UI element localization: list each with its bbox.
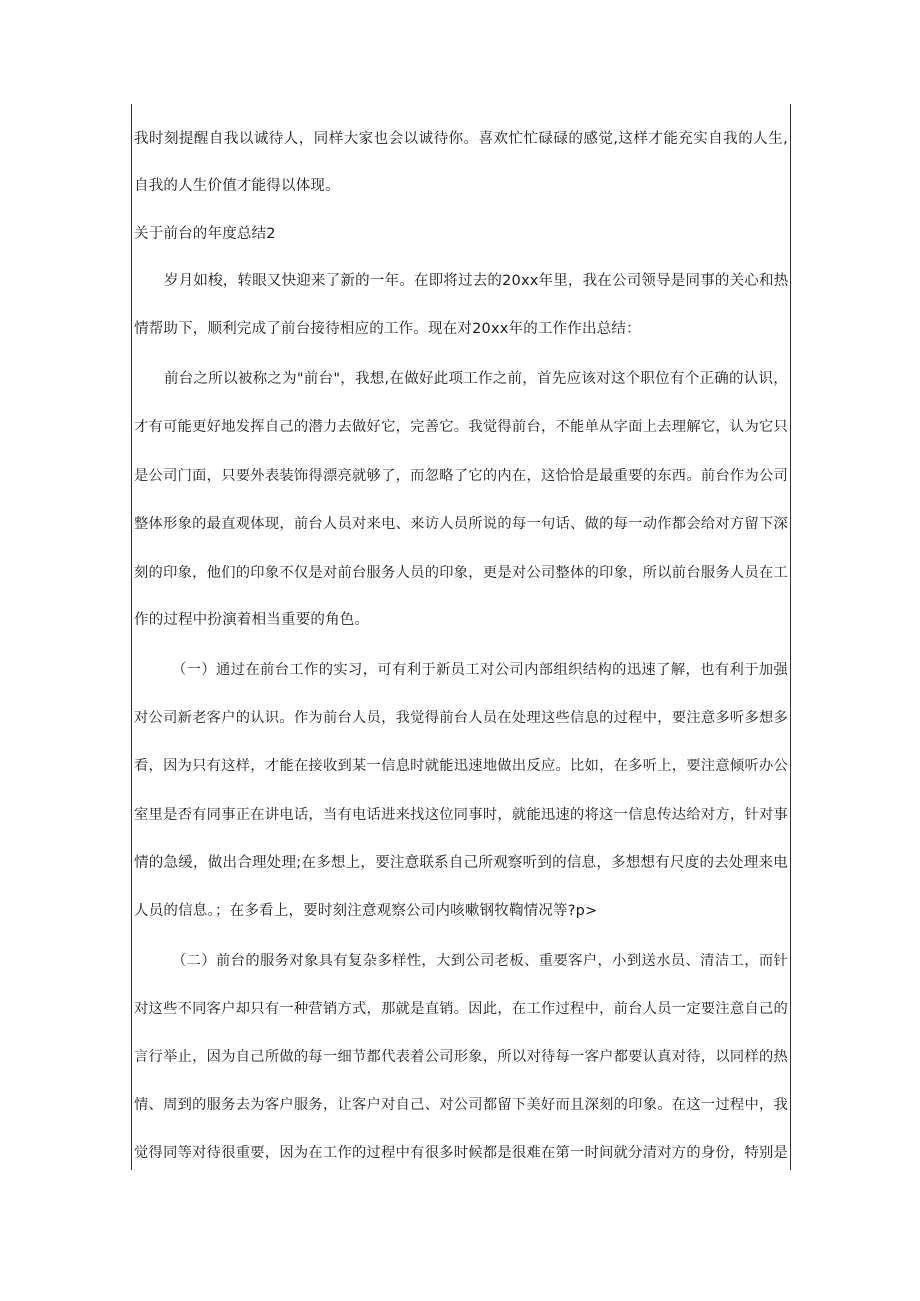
section-heading: 关于前台的年度总结2 — [134, 226, 276, 242]
paragraph-line: 才有可能更好地发挥自己的潜力去做好它，完善它。我觉得前台，不能单从字面上去理解它，认为它只 — [134, 419, 788, 435]
document-body — [134, 104, 788, 1170]
paragraph-line: 是公司门面，只要外表装饰得漂亮就够了，而忽略了它的内在，这恰恰是最重要的东西。前台作为公司 — [134, 468, 788, 484]
paragraph-line: 刻的印象，他们的印象不仅是对前台服务人员的印象，更是对公司整体的印象，所以前台服务人员在工 — [134, 565, 788, 581]
paragraph-line: 情帮助下，顺利完成了前台接待相应的工作。现在对20xx年的工作作出总结： — [134, 321, 641, 337]
paragraph-line: 觉得同等对待很重要，因为在工作的过程中有很多时候都是很难在第一时间就分清对方的身份，特别是 — [134, 1145, 788, 1161]
paragraph-line: （二）前台的服务对象具有复杂多样性，大到公司老板、重要客户，小到送水员、清洁工，而针 — [172, 953, 788, 969]
paragraph-line: 看，因为只有这样，才能在接收到某一信息时就能迅速地做出反应。比如，在多听上，要注意倾听办公 — [134, 758, 788, 774]
paragraph-line: 岁月如梭，转眼又快迎来了新的一年。在即将过去的20xx年里，我在公司领导是同事的关心和热 — [164, 273, 788, 289]
paragraph-line: 自我的人生价值才能得以体现。 — [134, 178, 340, 194]
paragraph-line: 对这些不同客户却只有一种营销方式，那就是直销。因此，在工作过程中，前台人员一定要注意自己的 — [134, 1001, 788, 1017]
paragraph-line: 言行举止，因为自己所做的每一细节都代表着公司形象，所以对待每一客户都要认真对待，以同样的热 — [134, 1049, 788, 1065]
paragraph-line: 作的过程中扮演着相当重要的角色。 — [134, 612, 370, 628]
paragraph-line: 室里是否有同事正在讲电话，当有电话进来找这位同事时，就能迅速的将这一信息传达给对方，针对事 — [134, 807, 788, 823]
paragraph-line: 情、周到的服务去为客户服务，让客户对自己、对公司都留下美好而且深刻的印象。在这一过程中，我 — [134, 1097, 788, 1113]
paragraph-line: 前台之所以被称之为"前台"，我想,在做好此项工作之前，首先应该对这个职位有个正确的认识， — [164, 371, 788, 387]
paragraph-line: 对公司新老客户的认识。作为前台人员，我觉得前台人员在处理这些信息的过程中，要注意多听多想多 — [134, 710, 788, 726]
paragraph-line: （一）通过在前台工作的实习，可有利于新员工对公司内部组织结构的迅速了解，也有利于加强 — [172, 662, 788, 678]
paragraph-line: 我时刻提醒自我以诚待人，同样大家也会以诚待你。喜欢忙忙碌碌的感觉,这样才能充实自我的人生, — [134, 131, 788, 147]
paragraph-line: 整体形象的最直观体现，前台人员对来电、来访人员所说的每一句话、做的每一动作都会给对方留下深 — [134, 516, 788, 532]
paragraph-line: 情的急缓，做出合理处理;在多想上，要注意联系自己所观察听到的信息，多想想有尺度的去处理来电 — [134, 855, 788, 871]
paragraph-line: 人员的信息。；在多看上，要时刻注意观察公司内咳嗽钢牧鞫情况等?p> — [134, 903, 598, 919]
